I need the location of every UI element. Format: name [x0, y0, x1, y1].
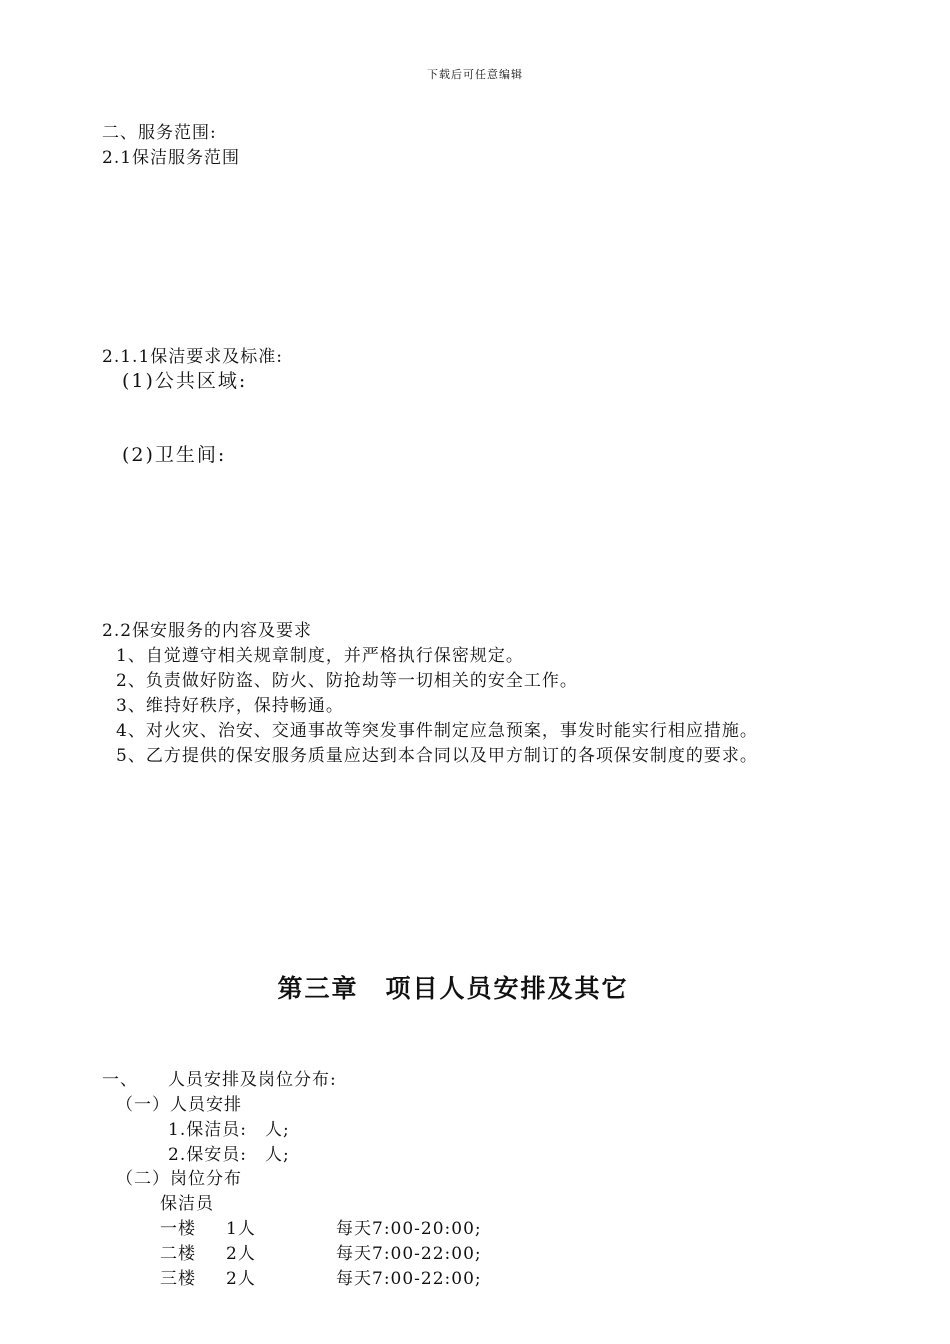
- security-item: 2、负责做好防盗、防火、防抢劫等一切相关的安全工作。: [116, 671, 578, 691]
- security-item: 3、维持好秩序，保持畅通。: [116, 696, 344, 716]
- section-2-title: 二、服务范围:: [102, 123, 217, 143]
- page-header: 下载后可任意编辑: [427, 68, 523, 81]
- security-item: 1、自觉遵守相关规章制度，并严格执行保密规定。: [116, 646, 524, 666]
- floor-label: 三楼: [160, 1269, 196, 1289]
- work-hours: 每天7:00-20:00;: [336, 1219, 482, 1239]
- staff-count: 2人: [226, 1269, 256, 1289]
- post-distribution-subheading: （二）岗位分布: [116, 1169, 242, 1189]
- staffing-subheading: （一）人员安排: [116, 1095, 242, 1115]
- cleaner-count: 1.保洁员: 人;: [168, 1120, 290, 1140]
- work-hours: 每天7:00-22:00;: [336, 1269, 482, 1289]
- public-area-heading: (1)公共区域:: [122, 370, 248, 392]
- staff-count: 1人: [226, 1219, 256, 1239]
- floor-label: 一楼: [160, 1219, 196, 1239]
- staff-count: 2人: [226, 1244, 256, 1264]
- cleaner-label: 保洁员: [160, 1194, 214, 1214]
- guard-count: 2.保安员: 人;: [168, 1145, 290, 1165]
- restroom-heading: (2)卫生间:: [122, 444, 227, 466]
- section-2-1-1-title: 2.1.1保洁要求及标准:: [102, 347, 283, 367]
- section-1-title: 人员安排及岗位分布:: [168, 1070, 337, 1090]
- section-2-2-title: 2.2保安服务的内容及要求: [102, 621, 313, 641]
- security-item: 5、乙方提供的保安服务质量应达到本合同以及甲方制订的各项保安制度的要求。: [116, 746, 758, 766]
- work-hours: 每天7:00-22:00;: [336, 1244, 482, 1264]
- chapter-3-title: 第三章 项目人员安排及其它: [277, 974, 629, 1003]
- section-1-number: 一、: [102, 1070, 138, 1090]
- security-item: 4、对火灾、治安、交通事故等突发事件制定应急预案，事发时能实行相应措施。: [116, 721, 758, 741]
- floor-label: 二楼: [160, 1244, 196, 1264]
- section-2-1-title: 2.1保洁服务范围: [102, 148, 241, 168]
